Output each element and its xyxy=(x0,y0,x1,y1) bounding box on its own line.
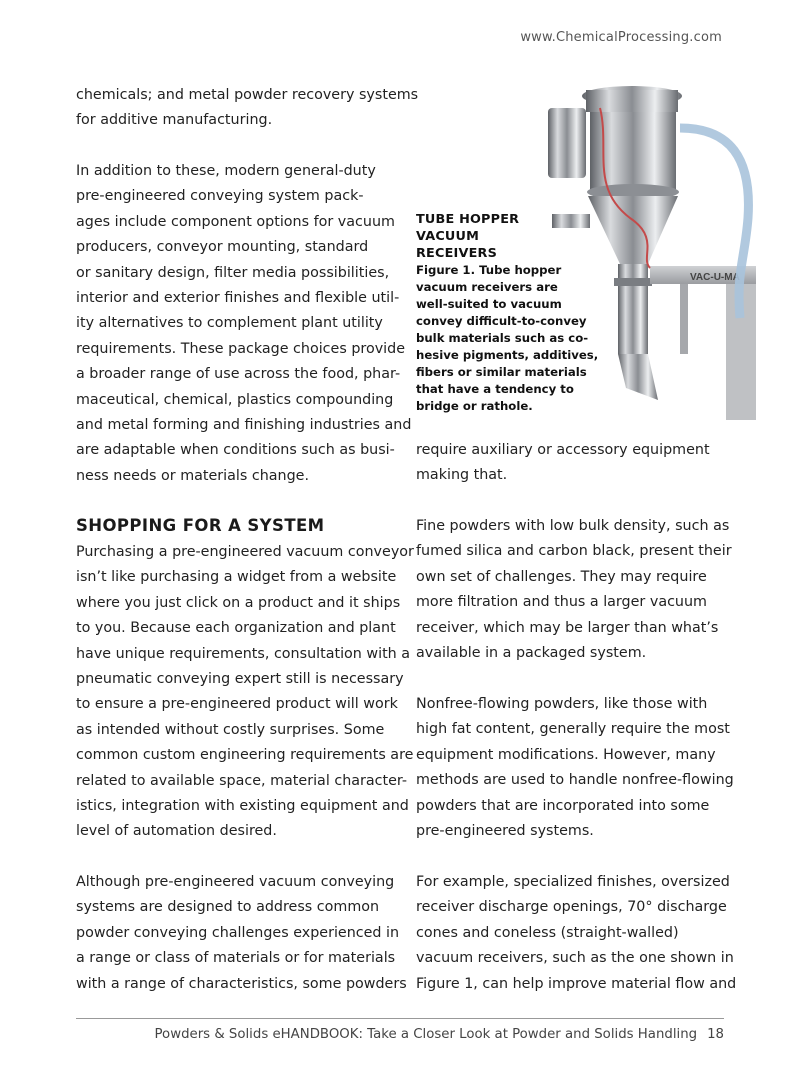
text-line: well-suited to vacuum xyxy=(416,297,562,311)
text-line: pre-engineered conveying system pack- xyxy=(76,188,364,205)
text-line: RECEIVERS xyxy=(416,246,498,261)
left-paragraph-1 xyxy=(76,83,419,134)
text-line: Nonfree-flowing powders, like those with xyxy=(416,696,708,712)
footer-title: Powders & Solids eHANDBOOK: Take a Closer Look at Powder and Solids Handling xyxy=(154,1027,698,1042)
text-line: istics, integration with existing equipment and xyxy=(76,798,409,815)
text-line: ages include component options for vacuum xyxy=(76,213,395,230)
right-paragraph-1 xyxy=(416,438,736,489)
text-line: systems are designed to address common xyxy=(76,899,380,916)
text-line: vacuum receivers are xyxy=(416,280,558,294)
text-line: powder conveying challenges experienced in xyxy=(76,924,400,941)
text-line: Although pre-engineered vacuum conveying xyxy=(76,874,395,890)
text-line: For example, specialized finishes, oversized xyxy=(416,874,730,890)
right-paragraph-3 xyxy=(416,692,736,844)
text-line: more filtration and thus a larger vacuum xyxy=(416,594,707,611)
text-line: related to available space, material character- xyxy=(76,772,408,789)
text-line: TUBE HOPPER xyxy=(416,212,520,227)
section-heading: SHOPPING FOR A SYSTEM xyxy=(76,516,325,535)
text-line: and metal forming and finishing industries and xyxy=(76,417,412,434)
text-line: Purchasing a pre-engineered vacuum conveyor xyxy=(76,544,414,560)
text-line: interior and exterior finishes and flexible util- xyxy=(76,290,400,307)
side-cartridge-shape xyxy=(548,108,586,178)
right-paragraph-2 xyxy=(416,514,736,666)
text-line: requirements. These package choices provide xyxy=(76,340,406,357)
text-line: equipment modifications. However, many xyxy=(416,746,716,763)
text-line: receiver, which may be larger than what’s xyxy=(416,619,719,636)
text-line: with a range of characteristics, some powders xyxy=(76,975,407,992)
text-line: In addition to these, modern general-duty xyxy=(76,163,376,179)
site-url[interactable]: www.ChemicalProcessing.com xyxy=(520,30,722,45)
text-line: maceutical, chemical, plastics compounding xyxy=(76,391,394,408)
tube-shape xyxy=(618,264,648,354)
text-line: high fat content, generally require the most xyxy=(416,721,730,738)
text-line: VACUUM xyxy=(416,229,480,244)
text-line: methods are used to handle nonfree-flowing xyxy=(416,772,734,789)
discharge-flap-shape xyxy=(618,354,658,400)
text-line: Figure 1, can help improve material flow and xyxy=(416,975,737,992)
text-line: isn’t like purchasing a widget from a website xyxy=(76,569,397,586)
text-line: common custom engineering requirements are xyxy=(76,747,414,764)
text-line: where you just click on a product and it ships xyxy=(76,594,401,611)
text-line: chemicals; and metal powder recovery systems xyxy=(76,87,419,103)
clamp-shape xyxy=(614,278,652,286)
figure-title xyxy=(416,211,576,262)
left-paragraph-2 xyxy=(76,159,412,489)
text-line: receiver discharge openings, 70° discharge xyxy=(416,899,727,916)
text-line: cones and coneless (straight-walled) xyxy=(416,924,679,941)
text-line: Fine powders with low bulk density, such as xyxy=(416,518,730,534)
brand-label: VAC-U-MA xyxy=(690,272,740,283)
footer-divider xyxy=(76,1018,724,1019)
text-line: a range or class of materials or for materials xyxy=(76,950,396,967)
left-paragraph-4 xyxy=(76,870,406,997)
text-line: ness needs or materials change. xyxy=(76,467,310,484)
text-line: are adaptable when conditions such as busi- xyxy=(76,442,395,459)
page-number: 18 xyxy=(707,1027,724,1042)
text-line: or sanitary design, filter media possibilities, xyxy=(76,264,390,281)
text-line: for additive manufacturing. xyxy=(76,112,273,129)
text-line: producers, conveyor mounting, standard xyxy=(76,239,369,256)
text-line: powders that are incorporated into some xyxy=(416,797,710,814)
text-line: as intended without costly surprises. Some xyxy=(76,721,385,738)
right-paragraph-4 xyxy=(416,870,736,997)
text-line: have unique requirements, consultation with a xyxy=(76,645,411,662)
text-line: fibers or similar materials xyxy=(416,365,587,379)
hose-shape xyxy=(680,128,748,318)
text-line: that have a tendency to xyxy=(416,382,574,396)
text-line: to ensure a pre-engineered product will work xyxy=(76,696,398,713)
text-line: bridge or rathole. xyxy=(416,399,533,413)
frame-leg-shape xyxy=(680,284,688,354)
left-paragraph-3 xyxy=(76,540,414,845)
text-line: own set of challenges. They may require xyxy=(416,568,707,585)
text-line: making that. xyxy=(416,467,508,484)
text-line: ity alternatives to complement plant utility xyxy=(76,315,383,332)
text-line: fumed silica and carbon black, present their xyxy=(416,543,732,560)
text-line: to you. Because each organization and plant xyxy=(76,620,396,637)
figure-caption xyxy=(416,262,599,415)
text-line: bulk materials such as co- xyxy=(416,331,589,345)
text-line: vacuum receivers, such as the one shown in xyxy=(416,950,734,967)
text-line: pneumatic conveying expert still is necessary xyxy=(76,671,404,688)
footer xyxy=(155,1027,724,1042)
text-line: available in a packaged system. xyxy=(416,645,647,662)
text-line: a broader range of use across the food, phar- xyxy=(76,366,401,383)
text-line: level of automation desired. xyxy=(76,823,277,840)
text-line: hesive pigments, additives, xyxy=(416,348,599,362)
text-line: pre-engineered systems. xyxy=(416,823,594,840)
cone-shape xyxy=(588,196,678,264)
text-line: require auxiliary or accessory equipment xyxy=(416,442,710,458)
text-line: convey difficult-to-convey xyxy=(416,314,587,328)
text-line: Figure 1. Tube hopper xyxy=(416,263,562,277)
